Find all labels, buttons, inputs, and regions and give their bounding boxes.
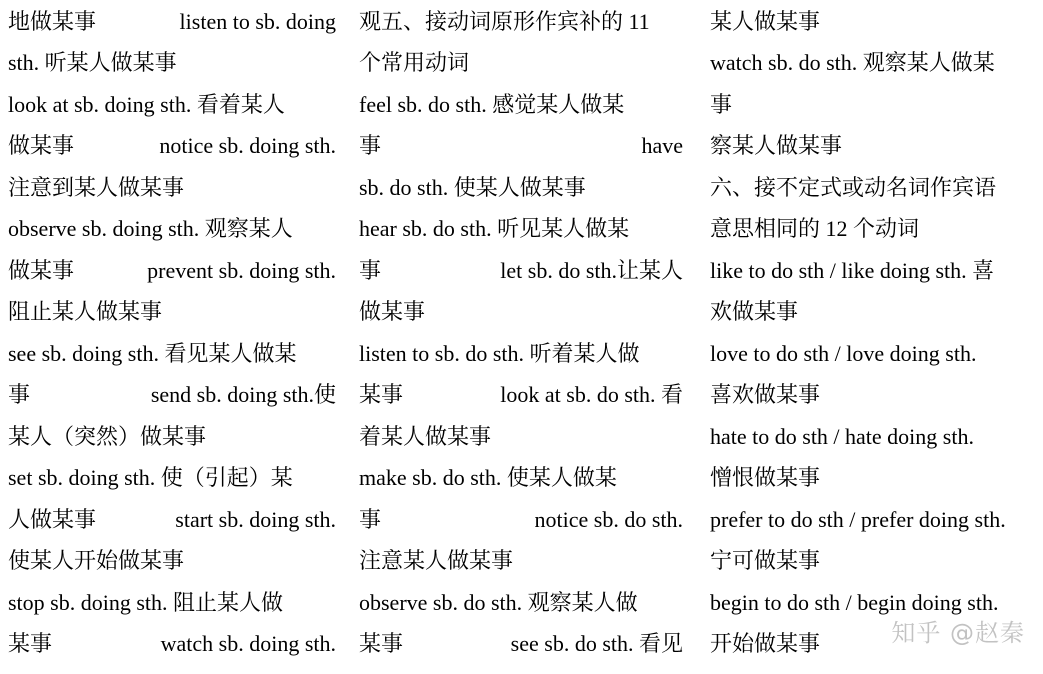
- text-line: [8, 1, 336, 43]
- text-line: [8, 167, 336, 209]
- text-line: [710, 416, 1034, 458]
- text-line: [710, 1, 1034, 43]
- text-line: [8, 84, 336, 126]
- text-line: [8, 292, 336, 334]
- text-segment: love to do sth / love doing sth.: [710, 340, 977, 366]
- text-segment: look at sb. doing sth. 看着某人: [8, 91, 285, 117]
- text-segment: 个常用动词: [359, 50, 470, 76]
- text-line: [359, 333, 683, 375]
- text-segment: notice sb. do sth.: [534, 506, 683, 532]
- text-segment: sth. 听某人做某事: [8, 50, 177, 76]
- text-line: [710, 167, 1034, 209]
- text-segment: feel sb. do sth. 感觉某人做某: [359, 91, 625, 117]
- text-segment: watch sb. doing sth.: [160, 631, 336, 657]
- text-line: [710, 333, 1034, 375]
- text-line: [359, 624, 683, 666]
- text-line: [359, 43, 683, 85]
- text-segment: 意思相同的 12 个动词: [710, 216, 920, 242]
- text-line: [710, 375, 1034, 417]
- text-line: [710, 499, 1034, 541]
- text-line: [710, 250, 1034, 292]
- text-line: [710, 126, 1034, 168]
- text-line: [710, 541, 1034, 583]
- text-line: [8, 250, 336, 292]
- text-segment: see sb. doing sth. 看见某人做某: [8, 340, 297, 366]
- text-segment: 使某人开始做某事: [8, 548, 185, 574]
- text-line: [359, 458, 683, 500]
- text-segment: 事: [359, 506, 382, 532]
- text-line: [359, 167, 683, 209]
- text-segment: send sb. doing sth.使: [150, 382, 336, 408]
- text-segment: 喜欢做某事: [710, 382, 821, 408]
- text-segment: 人做某事: [8, 506, 97, 532]
- text-segment: 六、接不定式或动名词作宾语: [710, 174, 997, 200]
- text-line: [710, 84, 1034, 126]
- text-segment: begin to do sth / begin doing sth.: [710, 589, 999, 615]
- text-segment: 某事: [359, 631, 404, 657]
- text-segment: like to do sth / like doing sth. 喜: [710, 257, 995, 283]
- text-segment: listen to sb. do sth. 听着某人做: [359, 340, 640, 366]
- text-line: [8, 458, 336, 500]
- text-line: [359, 375, 683, 417]
- text-segment: 开始做某事: [710, 631, 821, 657]
- text-segment: sb. do sth. 使某人做某事: [359, 174, 586, 200]
- text-line: [359, 499, 683, 541]
- text-segment: 注意到某人做某事: [8, 174, 185, 200]
- text-segment: 事: [710, 91, 733, 117]
- text-line: [710, 43, 1034, 85]
- text-line: [8, 333, 336, 375]
- text-segment: 事: [359, 257, 382, 283]
- text-segment: start sb. doing sth.: [175, 506, 336, 532]
- text-line: [710, 209, 1034, 251]
- text-segment: 某人做某事: [710, 8, 821, 34]
- text-line: [8, 43, 336, 85]
- text-line: [8, 499, 336, 541]
- text-segment: have: [641, 133, 683, 159]
- text-line: [359, 250, 683, 292]
- text-segment: prevent sb. doing sth.: [147, 257, 336, 283]
- text-line: [359, 1, 683, 43]
- text-segment: observe sb. do sth. 观察某人做: [359, 589, 638, 615]
- text-segment: observe sb. doing sth. 观察某人: [8, 216, 293, 242]
- text-line: [359, 416, 683, 458]
- text-segment: 地做某事: [8, 8, 97, 34]
- text-segment: 做某事: [359, 299, 426, 325]
- text-segment: see sb. do sth. 看见: [510, 631, 683, 657]
- text-segment: hate to do sth / hate doing sth.: [710, 423, 974, 449]
- text-line: [359, 582, 683, 624]
- text-line: [8, 209, 336, 251]
- text-line: [8, 416, 336, 458]
- text-line: [8, 126, 336, 168]
- text-segment: 观五、接动词原形作宾补的 11: [359, 8, 650, 34]
- text-segment: set sb. doing sth. 使（引起）某: [8, 465, 293, 491]
- text-segment: 着某人做某事: [359, 423, 492, 449]
- text-segment: look at sb. do sth. 看: [500, 382, 683, 408]
- watermark: 知乎 @赵秦: [891, 619, 1025, 647]
- text-segment: 事: [8, 382, 31, 408]
- text-segment: 注意某人做某事: [359, 548, 514, 574]
- text-segment: 事: [359, 133, 382, 159]
- text-line: [8, 541, 336, 583]
- text-segment: watch sb. do sth. 观察某人做某: [710, 50, 995, 76]
- text-segment: 憎恨做某事: [710, 465, 821, 491]
- text-line: [359, 541, 683, 583]
- text-segment: 察某人做某事: [710, 133, 843, 159]
- text-segment: 宁可做某事: [710, 548, 821, 574]
- text-segment: 某事: [8, 631, 53, 657]
- text-segment: 欢做某事: [710, 299, 799, 325]
- text-segment: 阻止某人做某事: [8, 299, 163, 325]
- text-segment: prefer to do sth / prefer doing sth.: [710, 506, 1006, 532]
- text-segment: 做某事: [8, 133, 75, 159]
- text-segment: stop sb. doing sth. 阻止某人做: [8, 589, 284, 615]
- text-line: [710, 458, 1034, 500]
- text-segment: 某事: [359, 382, 404, 408]
- text-line: [8, 375, 336, 417]
- text-line: [359, 84, 683, 126]
- text-line: [359, 209, 683, 251]
- text-segment: 做某事: [8, 257, 75, 283]
- text-segment: listen to sb. doing: [179, 8, 336, 34]
- text-line: [359, 292, 683, 334]
- text-line: [710, 292, 1034, 334]
- text-line: [8, 624, 336, 666]
- text-segment: 某人（突然）做某事: [8, 423, 207, 449]
- text-segment: hear sb. do sth. 听见某人做某: [359, 216, 630, 242]
- text-segment: make sb. do sth. 使某人做某: [359, 465, 617, 491]
- text-line: [359, 126, 683, 168]
- text-segment: notice sb. doing sth.: [159, 133, 336, 159]
- text-line: [8, 582, 336, 624]
- text-segment: let sb. do sth.让某人: [500, 257, 683, 283]
